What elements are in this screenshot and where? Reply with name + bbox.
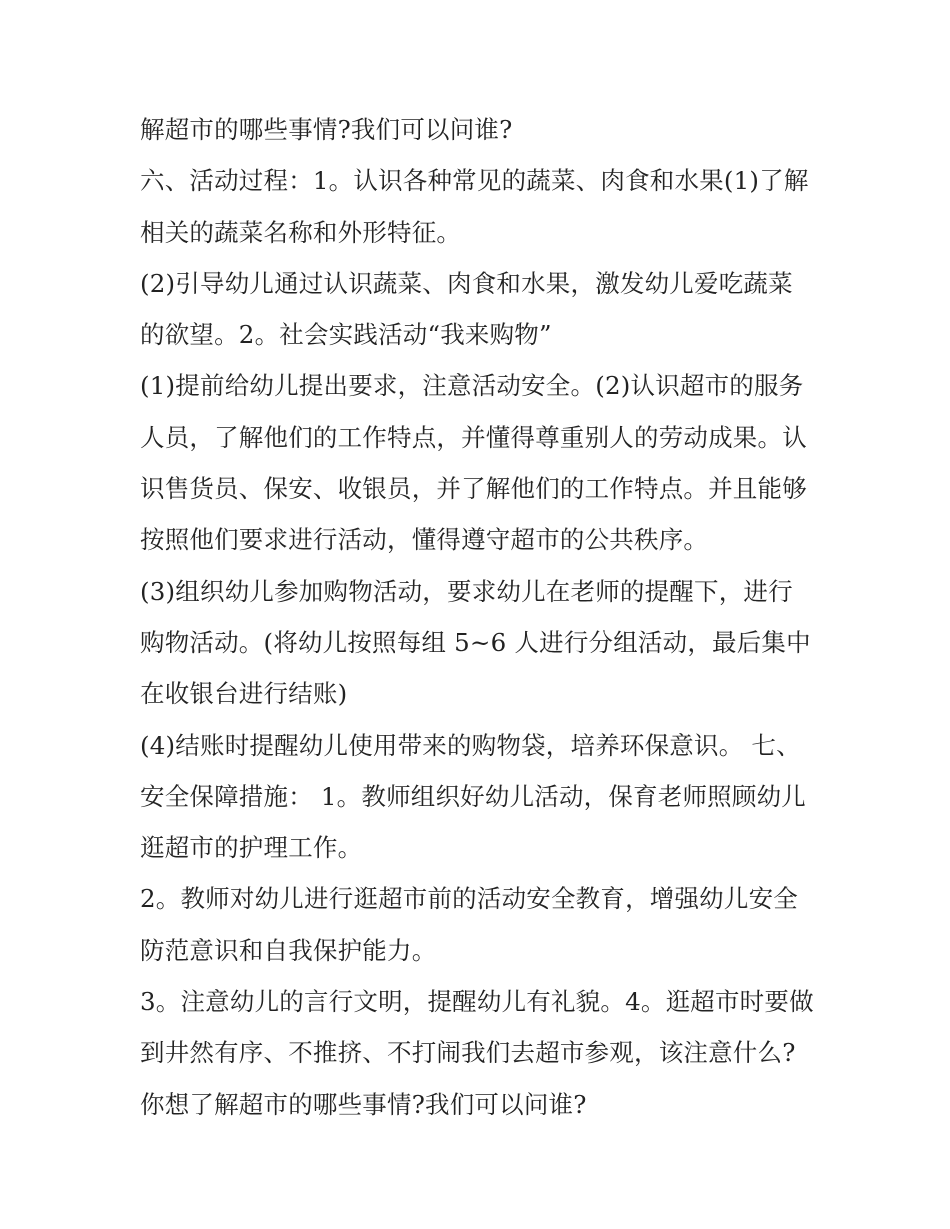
text-line: 解超市的哪些事情?我们可以问谁? — [140, 115, 513, 144]
text-line: (3)组织幼儿参加购物活动，要求幼儿在老师的提醒下，进行 — [140, 576, 793, 606]
text-line: 安全保障措施： 1。教师组织好幼儿活动，保育老师照顾幼儿 — [140, 781, 806, 811]
text-line: 购物活动。(将幼儿按照每组 5~6 人进行分组活动，最后集中 — [140, 627, 811, 657]
text-line: 识售货员、保安、收银员，并了解他们的工作特点。并且能够 — [140, 474, 807, 504]
text-line: 到井然有序、不推挤、不打闹我们去超市参观，该注意什么? — [140, 1038, 796, 1068]
text-line: 六、活动过程：1。认识各种常见的蔬菜、肉食和水果(1)了解 — [140, 166, 809, 196]
text-line: 在收银台进行结账) — [140, 679, 348, 709]
text-line: 逛超市的护理工作。 — [140, 833, 363, 863]
text-line: 2。教师对幼儿进行逛超市前的活动安全教育，增强幼儿安全 — [140, 884, 798, 914]
text-line: 相关的蔬菜名称和外形特征。 — [140, 217, 462, 247]
text-line: 3。注意幼儿的言行文明，提醒幼儿有礼貌。4。逛超市时要做 — [140, 987, 814, 1017]
text-line: 你想了解超市的哪些事情?我们可以问谁? — [140, 1089, 587, 1119]
text-line: 防范意识和自我保护能力。 — [140, 935, 437, 965]
text-line: (1)提前给幼儿提出要求，注意活动安全。(2)认识超市的服务 — [140, 371, 804, 401]
document-body — [140, 104, 830, 1130]
text-line: (2)引导幼儿通过认识蔬菜、肉食和水果，激发幼儿爱吃蔬菜 — [140, 268, 793, 298]
text-line: 的欲望。2。社会实践活动“我来购物” — [140, 320, 552, 350]
text-line: (4)结账时提醒幼儿使用带来的购物袋，培养环保意识。 七、 — [140, 730, 801, 760]
text-line: 人员，了解他们的工作特点，并懂得尊重别人的劳动成果。认 — [140, 422, 807, 452]
text-line: 按照他们要求进行活动，懂得遵守超市的公共秩序。 — [140, 525, 709, 555]
